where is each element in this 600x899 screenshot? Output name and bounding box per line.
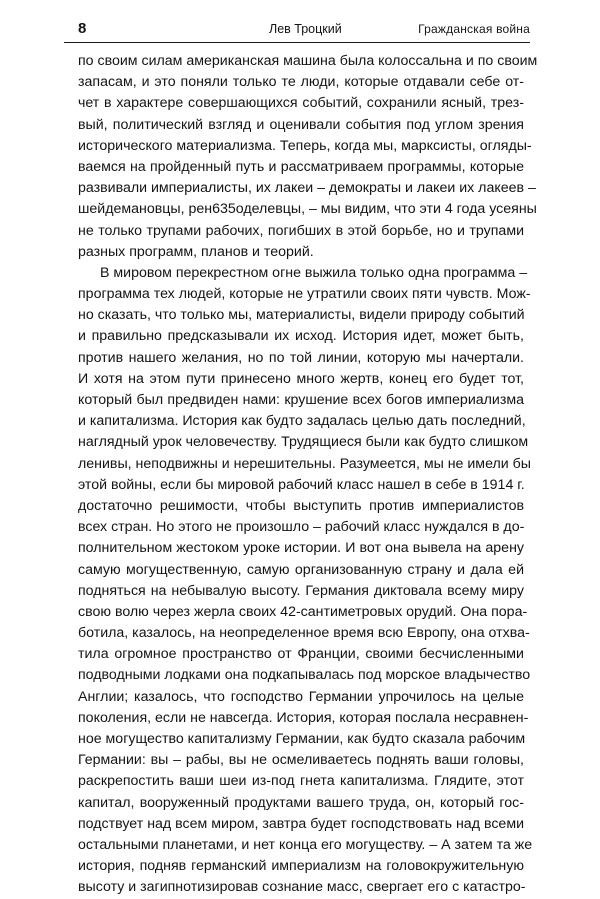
text-line: капитал, вооруженный продуктами вашего труда, он, который гос- — [78, 794, 524, 811]
text-line: ное могущество капитализму Германии, как будто сказала рабочим — [78, 731, 526, 747]
text-line: и капитализма. История как будто задалась целью дать последний, — [78, 413, 526, 430]
text-line: подводными лодками она подкапывалась под морское владычество — [78, 667, 531, 684]
text-line: ваемся на пройденный путь и рассматриваем программы, которые — [78, 158, 524, 175]
running-author: Лев Троцкий — [269, 22, 342, 36]
text-line: ботила, казалось, на неопределенное время всю Европу, она отхва- — [78, 625, 530, 642]
running-title: Гражданская война — [418, 22, 530, 36]
text-line: который был предвиден нами: крушение всех богов империализма — [78, 392, 524, 408]
text-line: свою волю через жерла своих 42-сантиметровых орудий. Она пора- — [78, 603, 528, 620]
paragraph-last-line: разных программ, планов и теорий. — [78, 243, 314, 260]
running-header — [64, 18, 530, 43]
text-line: ленивы, неподвижны и нерешительны. Разумеется, мы не имели бы — [78, 455, 531, 472]
text-line: раскрепостить ваши шеи из-под гнета капитализма. Глядите, этот — [78, 773, 524, 790]
text-line: шейдемановцы, рен635оделевцы, – мы видим, что эти 4 года усеяны — [78, 201, 537, 218]
text-line: исторического материализма. Теперь, когда мы, марксисты, огляды- — [78, 137, 532, 154]
text-line: тила огромное пространство от Франции, своими бесчисленными — [78, 646, 524, 663]
text-line: поколения, если не навсегда. История, которая послала несравнен- — [78, 709, 529, 726]
page-number: 8 — [78, 20, 87, 37]
text-line: запасам, и это поняли только те люди, которые отдавали себе от- — [78, 74, 524, 91]
text-line: остальными планетами, и нет конца его могуществу. – А затем та же — [78, 836, 533, 853]
text-line: этой войны, если бы мировой рабочий класс нашел в себе в 1914 г. — [78, 476, 525, 493]
text-line: по своим силам американская машина была колоссальна и по своим — [78, 53, 538, 69]
text-line: полнительном жестоком уроке истории. И вот она вывела на арену — [78, 540, 524, 557]
text-line: достаточно решимости, чтобы выступить против империалистов — [78, 497, 524, 514]
text-line: чет в характере совершающихся событий, сохранили ясный, трез- — [78, 95, 524, 112]
text-line: наглядный урок человечеству. Трудящиеся были как будто слишком — [78, 434, 529, 451]
text-line: развивали империалисты, их лакеи – демократы и лакеи их лакеев – — [78, 180, 536, 197]
text-line: программа тех людей, которые не утратили своих пяти чувств. Мож- — [78, 286, 531, 303]
text-line: высоту и загипнотизировав сознание масс, свергает его с катастро- — [78, 879, 526, 896]
text-line: история, подняв германский империализм на головокружительную — [78, 858, 524, 875]
paragraph-first-line: В мировом перекрестном огне выжила только одна программа – — [100, 264, 528, 281]
text-line: и правильно предсказывали их исход. История идет, может быть, — [78, 328, 524, 345]
text-line: подствует над всем миром, завтра будет господствовать над всеми — [78, 815, 524, 832]
text-line: не только трупами рабочих, погибших в этой борьбе, но и трупами — [78, 222, 524, 239]
text-line: но сказать, что только мы, материалисты, видели природу событий — [78, 307, 525, 324]
text-line: вый, политический взгляд и оценивали события под углом зрения — [78, 116, 524, 133]
text-line: И хотя на этом пути принесено много жертв, конец его будет тот, — [78, 370, 524, 387]
text-line: Англии; казалось, что господство Германии упрочилось на целые — [78, 688, 524, 705]
text-line: Германии: вы – рабы, вы не осмеливаетесь поднять ваши головы, — [78, 752, 524, 769]
text-line: всех стран. Но этого не произошло – рабочий класс нуждался в до- — [78, 519, 525, 536]
text-line: самую могущественную, самую организованную страну и дала ей — [78, 561, 524, 578]
body-text — [78, 51, 538, 899]
text-line: против нашего желания, но по той линии, которую мы начертали. — [78, 349, 524, 366]
text-line: подняться на небывалую высоту. Германия диктовала всему миру — [78, 582, 524, 599]
